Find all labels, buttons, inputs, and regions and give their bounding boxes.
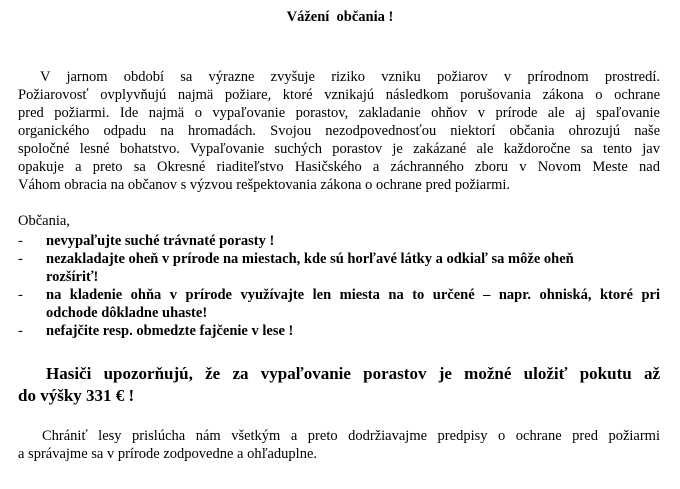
closing-line-2: a správajme sa v prírode zodpovedne a ohľaduplne. bbox=[18, 446, 318, 462]
intro-line-5: spoločné lesné bohatstvo. Vypaľovanie suchých porastov je zakázané ale každoročne sa tento jav bbox=[18, 141, 660, 157]
rule-1: nevypaľujte suché trávnaté porasty ! bbox=[46, 233, 275, 249]
rule-3-line-2: odchode dôkladne uhaste! bbox=[46, 305, 208, 321]
intro-line-7: Váhom obracia na občanov s výzvou rešpektovania zákona o ochrane pred požiarmi. bbox=[18, 177, 511, 193]
list-dash: - bbox=[18, 233, 23, 249]
rule-2-line-1: nezakladajte oheň v prírode na miestach, kde sú horľavé látky a odkiaľ sa môže oheň bbox=[46, 251, 574, 267]
rule-4: nefajčite resp. obmedzte fajčenie v lese ! bbox=[46, 323, 294, 339]
list-dash: - bbox=[18, 287, 23, 303]
closing-line-1: Chrániť lesy prislúcha nám všetkým a preto dodržiavajme predpisy o ochrane pred požiarmi bbox=[42, 428, 660, 444]
salutation: Občania, bbox=[18, 213, 70, 229]
rule-2-line-2: rozšíriť! bbox=[46, 269, 99, 285]
intro-line-2: Požiarovosť ovplyvňujú najmä požiare, ktoré vznikajú následkom porušovania zákona o ochrane bbox=[18, 87, 660, 103]
list-dash: - bbox=[18, 251, 23, 267]
warning-line-1: Hasiči upozorňujú, že za vypaľovanie porastov je možné uložiť pokutu až bbox=[46, 364, 660, 383]
rule-3-line-1: na kladenie ohňa v prírode využívajte len miesta na to určené – napr. ohniská, ktoré pri bbox=[46, 287, 660, 303]
warning-line-2: do výšky 331 € ! bbox=[18, 386, 135, 405]
intro-line-4: organického odpadu na hromadách. Svojou nezodpovednosťou niektorí občania ohrozujú naše bbox=[18, 123, 660, 139]
document-title: Vážení občania ! bbox=[286, 9, 394, 25]
list-dash: - bbox=[18, 323, 23, 339]
intro-line-3: pred požiarmi. Ide najmä o vypaľovanie porastov, zakladanie ohňov v prírode ale aj spaľovanie bbox=[18, 105, 660, 121]
intro-line-1: V jarnom období sa výrazne zvyšuje riziko vzniku požiarov v prírodnom prostredí. bbox=[40, 69, 660, 85]
intro-line-6: opakuje a preto sa Okresné riaditeľstvo Hasičského a záchranného zboru v Novom Meste nad bbox=[18, 159, 660, 175]
